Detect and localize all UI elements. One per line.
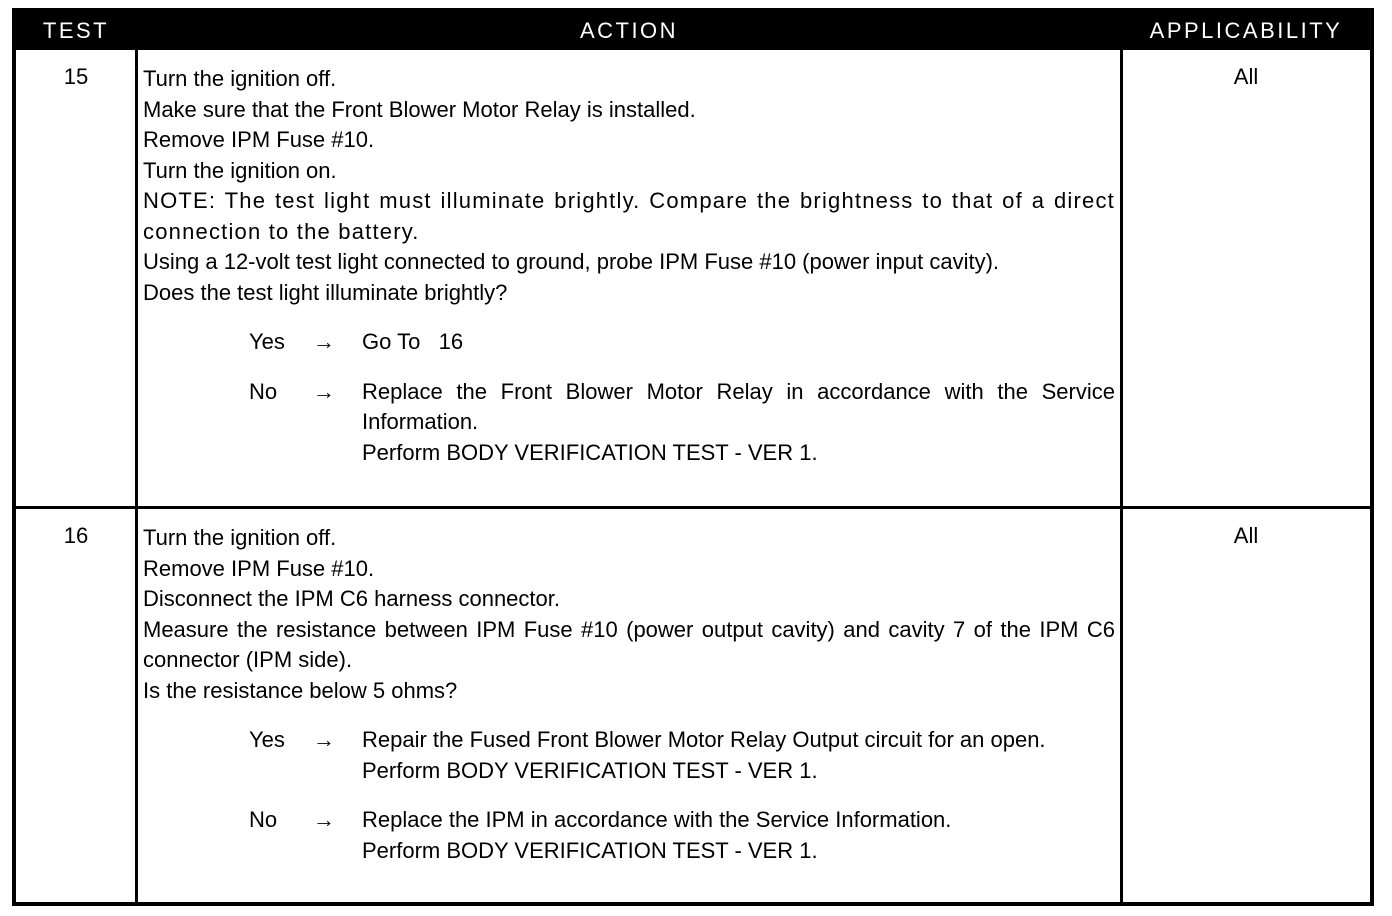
- right-arrow-icon: →: [313, 378, 335, 404]
- answer-text: Replace the IPM in accordance with the Service Information.: [362, 807, 952, 832]
- answer-followup: Perform BODY VERIFICATION TEST - VER 1.: [362, 837, 818, 863]
- action-step: Remove IPM Fuse #10.: [143, 555, 375, 581]
- answer-yes: [249, 327, 1115, 358]
- header-action: ACTION: [579, 18, 679, 43]
- test-number: 16: [63, 523, 89, 548]
- answer-no: [249, 377, 1115, 469]
- action-cell: [143, 523, 1115, 866]
- header-applicability: APPLICABILITY: [1149, 18, 1343, 43]
- right-arrow-icon: →: [313, 807, 335, 832]
- action-step: Turn the ignition on.: [143, 157, 337, 183]
- answer-label: Yes: [249, 727, 285, 752]
- action-step: Turn the ignition off.: [143, 66, 337, 91]
- test-number: 15: [63, 64, 89, 89]
- answer-label: No: [249, 378, 278, 404]
- answer-body: [362, 805, 1115, 866]
- action-question: Is the resistance below 5 ohms?: [143, 677, 458, 703]
- diagnostic-test-table: [12, 8, 1374, 906]
- header-test: TEST: [42, 18, 110, 43]
- answer-text: Go To 16: [362, 329, 464, 354]
- action-procedure: Measure the resistance between IPM Fuse #10 (power output cavity) and cavity 7 of the IPM C6 connector (IPM side).: [143, 616, 1115, 672]
- answer-body: [362, 377, 1115, 469]
- answer-no: [249, 805, 1115, 866]
- right-arrow-icon: →: [313, 329, 335, 354]
- answer-followup: Perform BODY VERIFICATION TEST - VER 1.: [362, 439, 818, 465]
- answer-label: Yes: [249, 329, 285, 354]
- action-note: NOTE: The test light must illuminate brightly. Compare the brightness to that of a direct connection to the battery.: [143, 188, 1115, 244]
- table-header: [16, 12, 1370, 50]
- action-cell: [143, 64, 1115, 468]
- answer-body: [362, 725, 1115, 786]
- action-step: Disconnect the IPM C6 harness connector.: [143, 586, 560, 611]
- answer-yes: [249, 725, 1115, 786]
- action-step: Make sure that the Front Blower Motor Relay is installed.: [143, 96, 696, 122]
- answer-text: Replace the Front Blower Motor Relay in accordance with the Service Information.: [362, 378, 1115, 434]
- answer-text: Repair the Fused Front Blower Motor Relay Output circuit for an open.: [362, 727, 1046, 752]
- table-row-test-16: [16, 509, 1370, 902]
- action-procedure: Using a 12-volt test light connected to ground, probe IPM Fuse #10 (power input cavity).: [143, 249, 1000, 274]
- action-step: Turn the ignition off.: [143, 525, 337, 550]
- right-arrow-icon: →: [313, 727, 335, 752]
- answer-followup: Perform BODY VERIFICATION TEST - VER 1.: [362, 757, 818, 783]
- answer-label: No: [249, 807, 278, 832]
- table-row-test-15: [16, 50, 1370, 506]
- applicability-value: All: [1233, 64, 1259, 89]
- action-question: Does the test light illuminate brightly?: [143, 279, 508, 305]
- action-step: Remove IPM Fuse #10.: [143, 127, 375, 152]
- applicability-value: All: [1233, 523, 1259, 548]
